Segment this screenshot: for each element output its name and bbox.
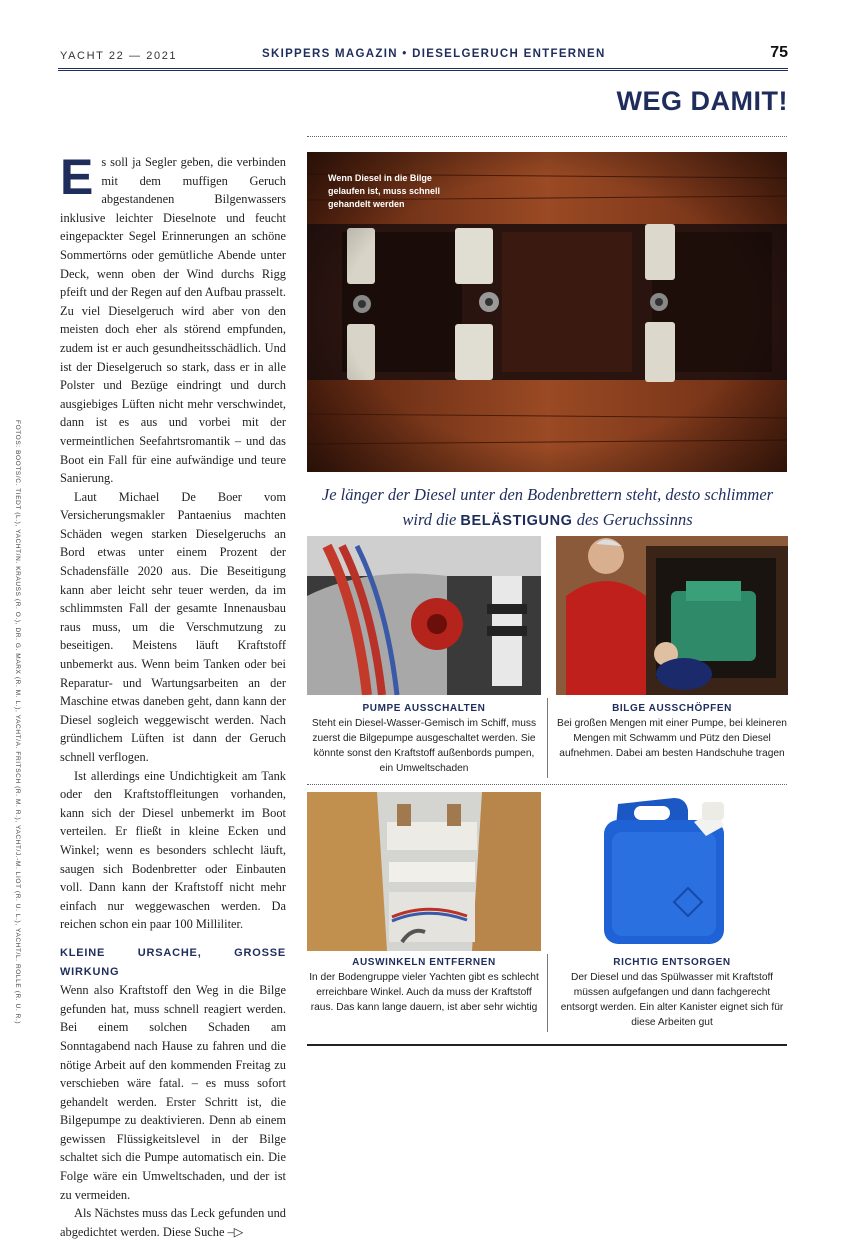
quote-emphasis: BELÄSTIGUNG (460, 513, 573, 529)
section-title: SKIPPERS MAGAZIN • DIESELGERUCH ENTFERNEN (262, 48, 606, 60)
caption-title-4: RICHTIG ENTSORGEN (613, 957, 731, 968)
caption-title-2: BILGE AUSSCHÖPFEN (612, 703, 732, 714)
photo-bilge-pump (307, 536, 541, 695)
drop-cap: E (60, 149, 94, 205)
photo-floor-corners (307, 792, 541, 951)
headline-divider (307, 136, 787, 137)
caption-title-1: PUMPE AUSSCHALTEN (362, 703, 486, 714)
photo-credits: FOTOS: BOOTS/C. TIEDT (L.), YACHT/N. KRAUSS (R. O.), DR. G. MARX (R. M. L.), YACHT/A. FRITSCH (R. M. R.), YACHT/J.-M. LIOT (R. U. L.), YACHT/L. ROLLE (R. U. R.) (14, 420, 21, 1025)
caption-text-4: Der Diesel und das Spülwasser mit Kraftstoff müssen aufgefangen und dann fachgerecht entsorgt werden. Ein alter Kanister eignet sich für diese Arbeiten gut (560, 972, 784, 1028)
caption-divider-top (547, 698, 548, 778)
article-paragraph-4: Wenn also Kraftstoff den Weg in die Bilge gefunden hat, muss schnell reagiert werden. Bei einem solchen Schaden am Sonntagabend nach Hause zu fahren und die nötige Arbeit auf den kommenden Freitag zu verschieben wäre fatal. – es muss sofort gehandelt werden. Erster Schritt ist, die Bilgepumpe zu deaktivieren. Denn ab einem gewissen Flüssigkeitslevel in der Bilge schaltet sich die Pumpe automatisch ein. Die Folge wäre ein Umweltschaden, und der ist zu vermeiden. (60, 983, 286, 1202)
article-subhead: KLEINE URSACHE, GROSSE WIRKUNG (60, 946, 286, 978)
article-paragraph-1 (60, 149, 286, 488)
main-photo-caption: Wenn Diesel in die Bilge gelaufen ist, muss schnell gehandelt werden (328, 173, 441, 209)
grid-divider (307, 784, 787, 785)
article-paragraph-5: Als Nächstes muss das Leck gefunden und abgedichtet werden. Diese Suche –▷ (60, 1206, 286, 1239)
caption-text-3: In der Bodengruppe vieler Yachten gibt es schlecht erreichbare Winkel. Auch da muss der Kraftstoff raus. Das kann lange dauern, ist aber sehr wichtig (309, 972, 539, 1013)
bottom-rule (307, 1044, 787, 1046)
paragraph-text: s soll ja Segler geben, die verbinden mit dem muffigen Geruch abgestandenen Bilgenwassers inklusive leichter Dieselnote und feucht eingepackter Segel Erinnerungen an schöne Sommertörns oder gemütliche Abende unter Deck, wenn oben der Wind durchs Rigg pfeift und der Regen auf den Aufbau prasselt. Zu viel Dieselgeruch wird aber von den meisten doch eher als störend empfunden, zudem ist er auch gesundheitsschädlich. Und ist der Dieselgeruch so stark, dass er in alle Polster und Bezüge eindringt und durch ausgiebiges Lüften nicht mehr verschwindet, dann ist es aus und vorbei mit der vermeintlichen Seefahrtsromantik – und das Boot ein Fall für eine aufwändige und teure Sanierung. (60, 155, 286, 486)
article-paragraph-2: Laut Michael De Boer vom Versicherungsmakler Pantaenius machten Schäden wegen starken Dieselgeruchs an Bord etwas unter einem Prozent der Schadensfälle 2020 aus. Die Beseitigung kann aber leicht sehr teuer werden, da im schlimmsten Fall der gesamte Innenausbau raus muss, um die Verschmutzung zu beseitigen. Meistens läuft Kraftstoff unbemerkt aus. Wenn beim Tanken oder bei Reparatur- und Wartungsarbeiten an der Maschine etwas daneben geht, dann kann der Diesel sogleich weggewischt werden. Nach gründlichem Lüften ist dann der Geruch schnell verflogen. (60, 489, 286, 764)
page-number: 75 (770, 44, 788, 61)
caption-title-3: AUSWINKELN ENTFERNEN (352, 957, 496, 968)
photo-engine-bay (556, 536, 788, 695)
article-paragraph-3: Ist allerdings eine Undichtigkeit am Tank oder den Kraftstoffleitungen vorhanden, kann sich der Diesel unbemerkt im Boot verteilen. Er fließt in kleine Ecken und Winkel; wenn es besonders schlecht läuft, saugen sich Bodenbretter oder Einbauten voll. Dann kann der Kraftstoff nicht mehr einfach nur weggewaschen werden. Da reichen schon ein paar 100 Milliliter. (60, 768, 286, 932)
caption-text-2: Bei großen Mengen mit einer Pumpe, bei kleineren Mengen mit Schwamm und Pütz den Diesel aufnehmen. Dabei am besten Handschuhe tragen (557, 718, 787, 759)
pull-quote (320, 482, 775, 534)
quote-text-after: des Geruchssinns (572, 510, 693, 529)
article-body (60, 149, 286, 1241)
photo-canister (556, 792, 788, 951)
caption-divider-bottom (547, 954, 548, 1032)
header-rule (58, 68, 788, 71)
article-headline: WEG DAMIT! (616, 86, 788, 116)
caption-text-1: Steht ein Diesel-Wasser-Gemisch im Schiff, muss zuerst die Bilgepumpe ausgeschaltet werden. Sie könnte sonst den Kraftstoff außenbords pumpen, ein Umweltschaden (311, 718, 537, 774)
issue-label: YACHT 22 — 2021 (60, 50, 178, 62)
quote-text-before: Je länger der Diesel unter den Bodenbrettern steht, desto schlimmer wird die (321, 485, 774, 529)
